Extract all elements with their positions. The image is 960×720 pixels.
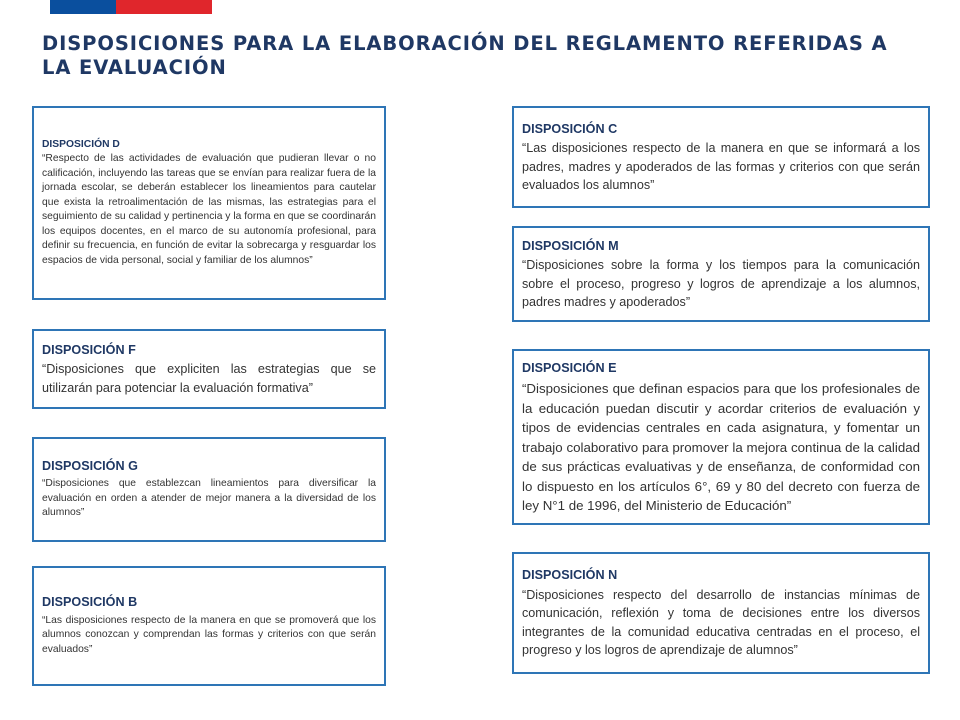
disposicion-m-text: “Disposiciones sobre la forma y los tiempos para la comunicación sobre el proceso, progreso y logros de aprendizaje a los alumnos, padres madres y apoderados” [522,258,920,309]
disposicion-m-label: DISPOSICIÓN M [522,238,619,253]
disposicion-c-label: DISPOSICIÓN C [522,121,618,136]
flag-blue-stripe [50,0,116,14]
disposicion-b-text: “Las disposiciones respecto de la manera en que se promoverá que los alumnos conozcan y comprendan las formas y criterios con que serán evaluados” [42,614,376,655]
disposicion-f-box [32,329,386,409]
disposicion-n-text: “Disposiciones respecto del desarrollo de instancias mínimas de comunicación, reflexión y toma de decisiones entre los diversos integrantes de la comunidad educativa centradas en el proceso, el progreso y los logros de aprendizaje de alumnos” [522,587,920,658]
disposicion-m-box [512,226,930,322]
disposicion-d-label: DISPOSICIÓN D [42,138,120,150]
disposicion-n-label: DISPOSICIÓN N [522,568,618,583]
disposicion-b-box [32,566,386,686]
disposicion-e-label: DISPOSICIÓN E [522,360,617,375]
flag-red-stripe [116,0,212,14]
disposicion-g-box [32,437,386,542]
disposicion-b-label: DISPOSICIÓN B [42,595,138,609]
disposicion-d-text: “Respecto de las actividades de evaluación que pudieran llevar o no calificación, incluyendo las tareas que se envían para realizar fuera de la jornada escolar, se deberán establecer los lineamientos para cautelar que exista la retroalimentación de las mismas, las estrategias para el seguimiento de su calidad y pertinencia y la forma en que se coordinarán los equipos docentes, en el marco de su autonomía profesional, para definir su frecuencia, en función de evitar la sobrecarga y resguardar los espacios de vida personal, social y familiar de los alumnos” [42,153,376,266]
disposicion-f-text: “Disposiciones que expliciten las estrategias que se utilizarán para potenciar la evaluación formativa” [42,362,376,395]
disposicion-g-label: DISPOSICIÓN G [42,458,138,473]
disposicion-c-box [512,106,930,208]
disposicion-c-text: “Las disposiciones respecto de la manera en que se informará a los padres, madres y apoderados de las formas y criterios con que serán evaluados los alumnos” [522,141,920,192]
disposicion-g-text: “Disposiciones que establezcan lineamientos para diversificar la evaluación en orden a atender de mejor manera a la diversidad de los alumnos” [42,478,376,518]
disposicion-e-box [512,349,930,525]
disposicion-d-box [32,106,386,300]
disposicion-f-label: DISPOSICIÓN F [42,342,136,357]
disposicion-e-text: “Disposiciones que definan espacios para que los profesionales de la educación puedan discutir y acordar criterios de evaluación y tipos de evidencias centrales en cada asignatura, y fomentar un trabajo colaborativo para promover la mejora continua de la calidad de sus prácticas evaluativas y de enseñanza, de conformidad con lo dispuesto en los artículos 6°, 69 y 80 del decreto con fuerza de ley N°1 de 1996, del Ministerio de Educación” [522,381,920,513]
page-title: DISPOSICIONES PARA LA ELABORACIÓN DEL REGLAMENTO REFERIDAS A LA EVALUACIÓN [42,32,888,79]
disposicion-n-box [512,552,930,674]
